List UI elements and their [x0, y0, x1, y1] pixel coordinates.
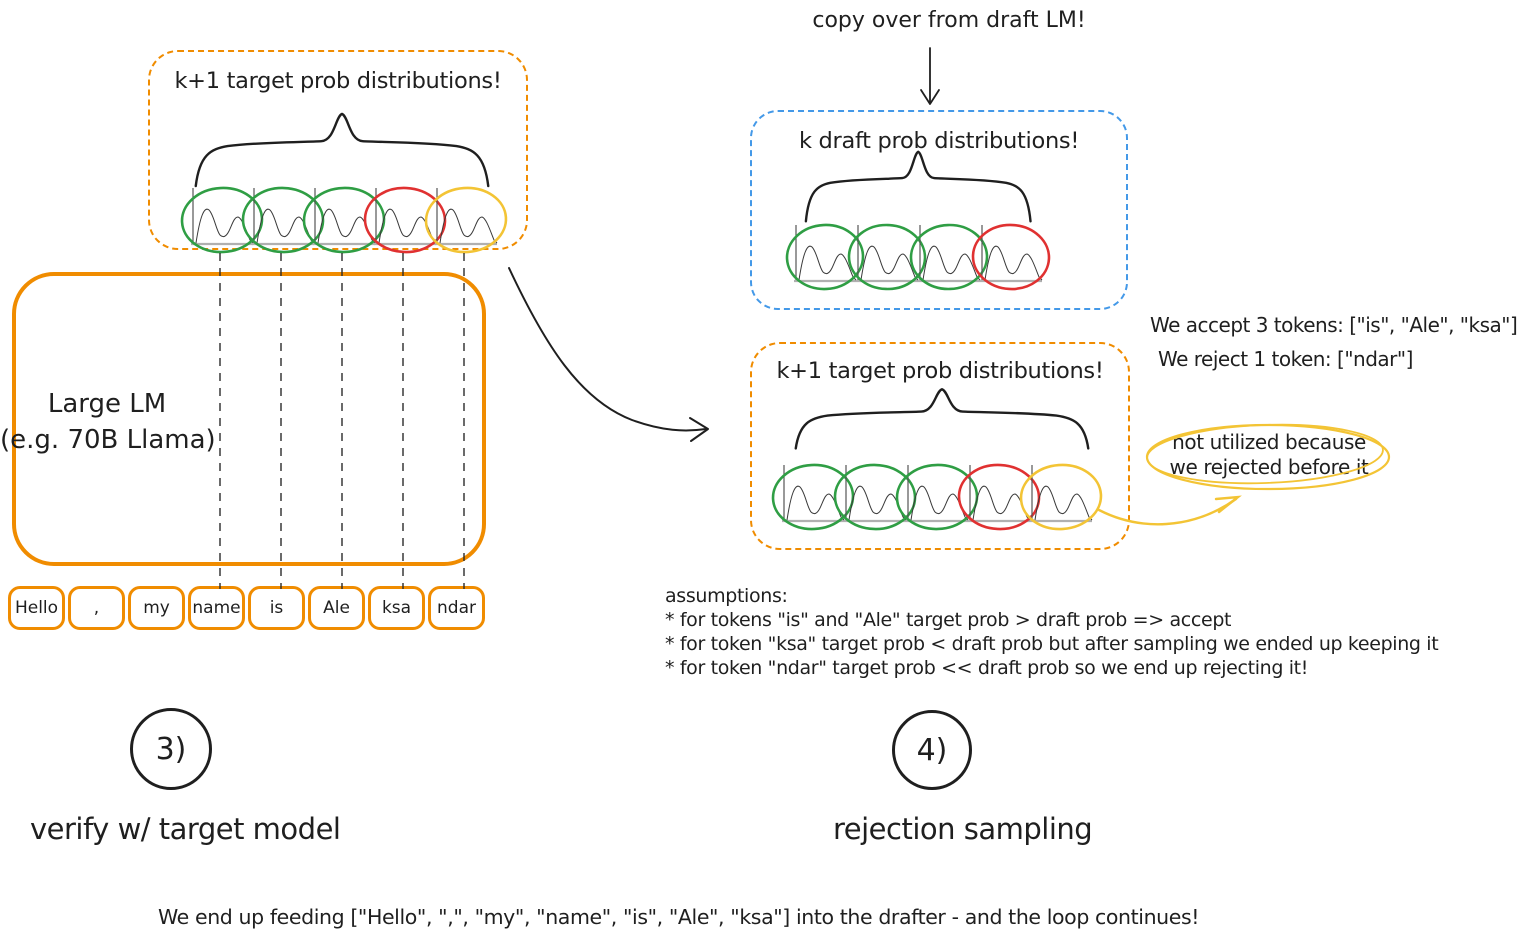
draft-prob-box-title: k draft prob distributions! [798, 128, 1080, 154]
target-prob-box-step3 [148, 50, 528, 250]
curly-brace [196, 114, 489, 186]
assumptions-heading: assumptions: [665, 585, 788, 607]
callout-bubble-text [1163, 430, 1375, 480]
token-my: my [128, 586, 185, 630]
curly-brace [806, 152, 1031, 222]
token-ale: Ale [308, 586, 365, 630]
reject-note: We reject 1 token: ["ndar"] [1158, 347, 1413, 371]
prob-distribution-plot [785, 223, 864, 291]
step3-circle [130, 708, 212, 790]
assumption-item: * for token "ndar" target prob << draft prob so we end up rejecting it! [665, 657, 1309, 679]
target-prob-box-step4 [750, 342, 1130, 550]
verify-to-reject-arrow [509, 268, 708, 441]
copy-note: copy over from draft LM! [812, 8, 1086, 33]
accept-note: We accept 3 tokens: ["is", "Ale", "ksa"] [1150, 313, 1518, 337]
step3-number: 3) [155, 731, 187, 767]
prob-distribution-plot [242, 187, 324, 254]
step4-label: rejection sampling [833, 812, 1093, 846]
callout-bubble-line1: not utilized because [1172, 430, 1366, 454]
token-hello: Hello [8, 586, 65, 630]
prob-distribution-plot [971, 223, 1050, 291]
token-is: is [248, 586, 305, 630]
target-prob-box-step4-title: k+1 target prob distributions! [776, 358, 1104, 384]
target-prob-box-step3-title: k+1 target prob distributions! [174, 68, 502, 94]
step4-number: 4) [916, 732, 948, 768]
token-row [8, 586, 485, 630]
step4-circle [892, 710, 972, 790]
assumption-item: * for tokens "is" and "Ale" target prob > draft prob => accept [665, 609, 1232, 631]
prob-distribution-plot [771, 463, 854, 531]
large-lm-label-line2: (e.g. 70B Llama) [0, 425, 216, 455]
target-prob-box-step4-drawing [752, 344, 1132, 552]
draft-prob-box-drawing [752, 112, 1130, 312]
prob-distribution-plot [896, 464, 978, 531]
curly-brace [796, 389, 1089, 448]
prob-distribution-plot [848, 224, 926, 291]
large-lm-label-line1: Large LM [47, 389, 167, 419]
token-name: name [188, 586, 245, 630]
large-lm-label [0, 386, 214, 458]
prob-distribution-plot [363, 186, 446, 254]
prob-distribution-plot [957, 463, 1040, 531]
prob-distribution-plot [303, 187, 385, 254]
footer-note: We end up feeding ["Hello", ",", "my", "name", "is", "Ale", "ksa"] into the drafter - and the loop continues! [158, 905, 1200, 929]
token-ndar: ndar [428, 586, 485, 630]
token-comma: , [68, 586, 125, 630]
prob-distribution-plot [424, 185, 508, 254]
prob-distribution-plot [1019, 462, 1103, 531]
prob-distribution-plot [910, 224, 988, 291]
target-prob-box-step3-drawing [150, 52, 530, 252]
prob-distribution-plot [834, 464, 916, 531]
copy-over-arrow [921, 48, 939, 104]
draft-prob-box [750, 110, 1128, 310]
token-ksa: ksa [368, 586, 425, 630]
assumptions-block [665, 584, 1438, 680]
assumption-item: * for token "ksa" target prob < draft prob but after sampling we ended up keeping it [665, 633, 1439, 655]
prob-distribution-plot [180, 186, 263, 254]
step3-label: verify w/ target model [30, 812, 341, 846]
callout-bubble-line2: we rejected before it [1169, 455, 1369, 479]
